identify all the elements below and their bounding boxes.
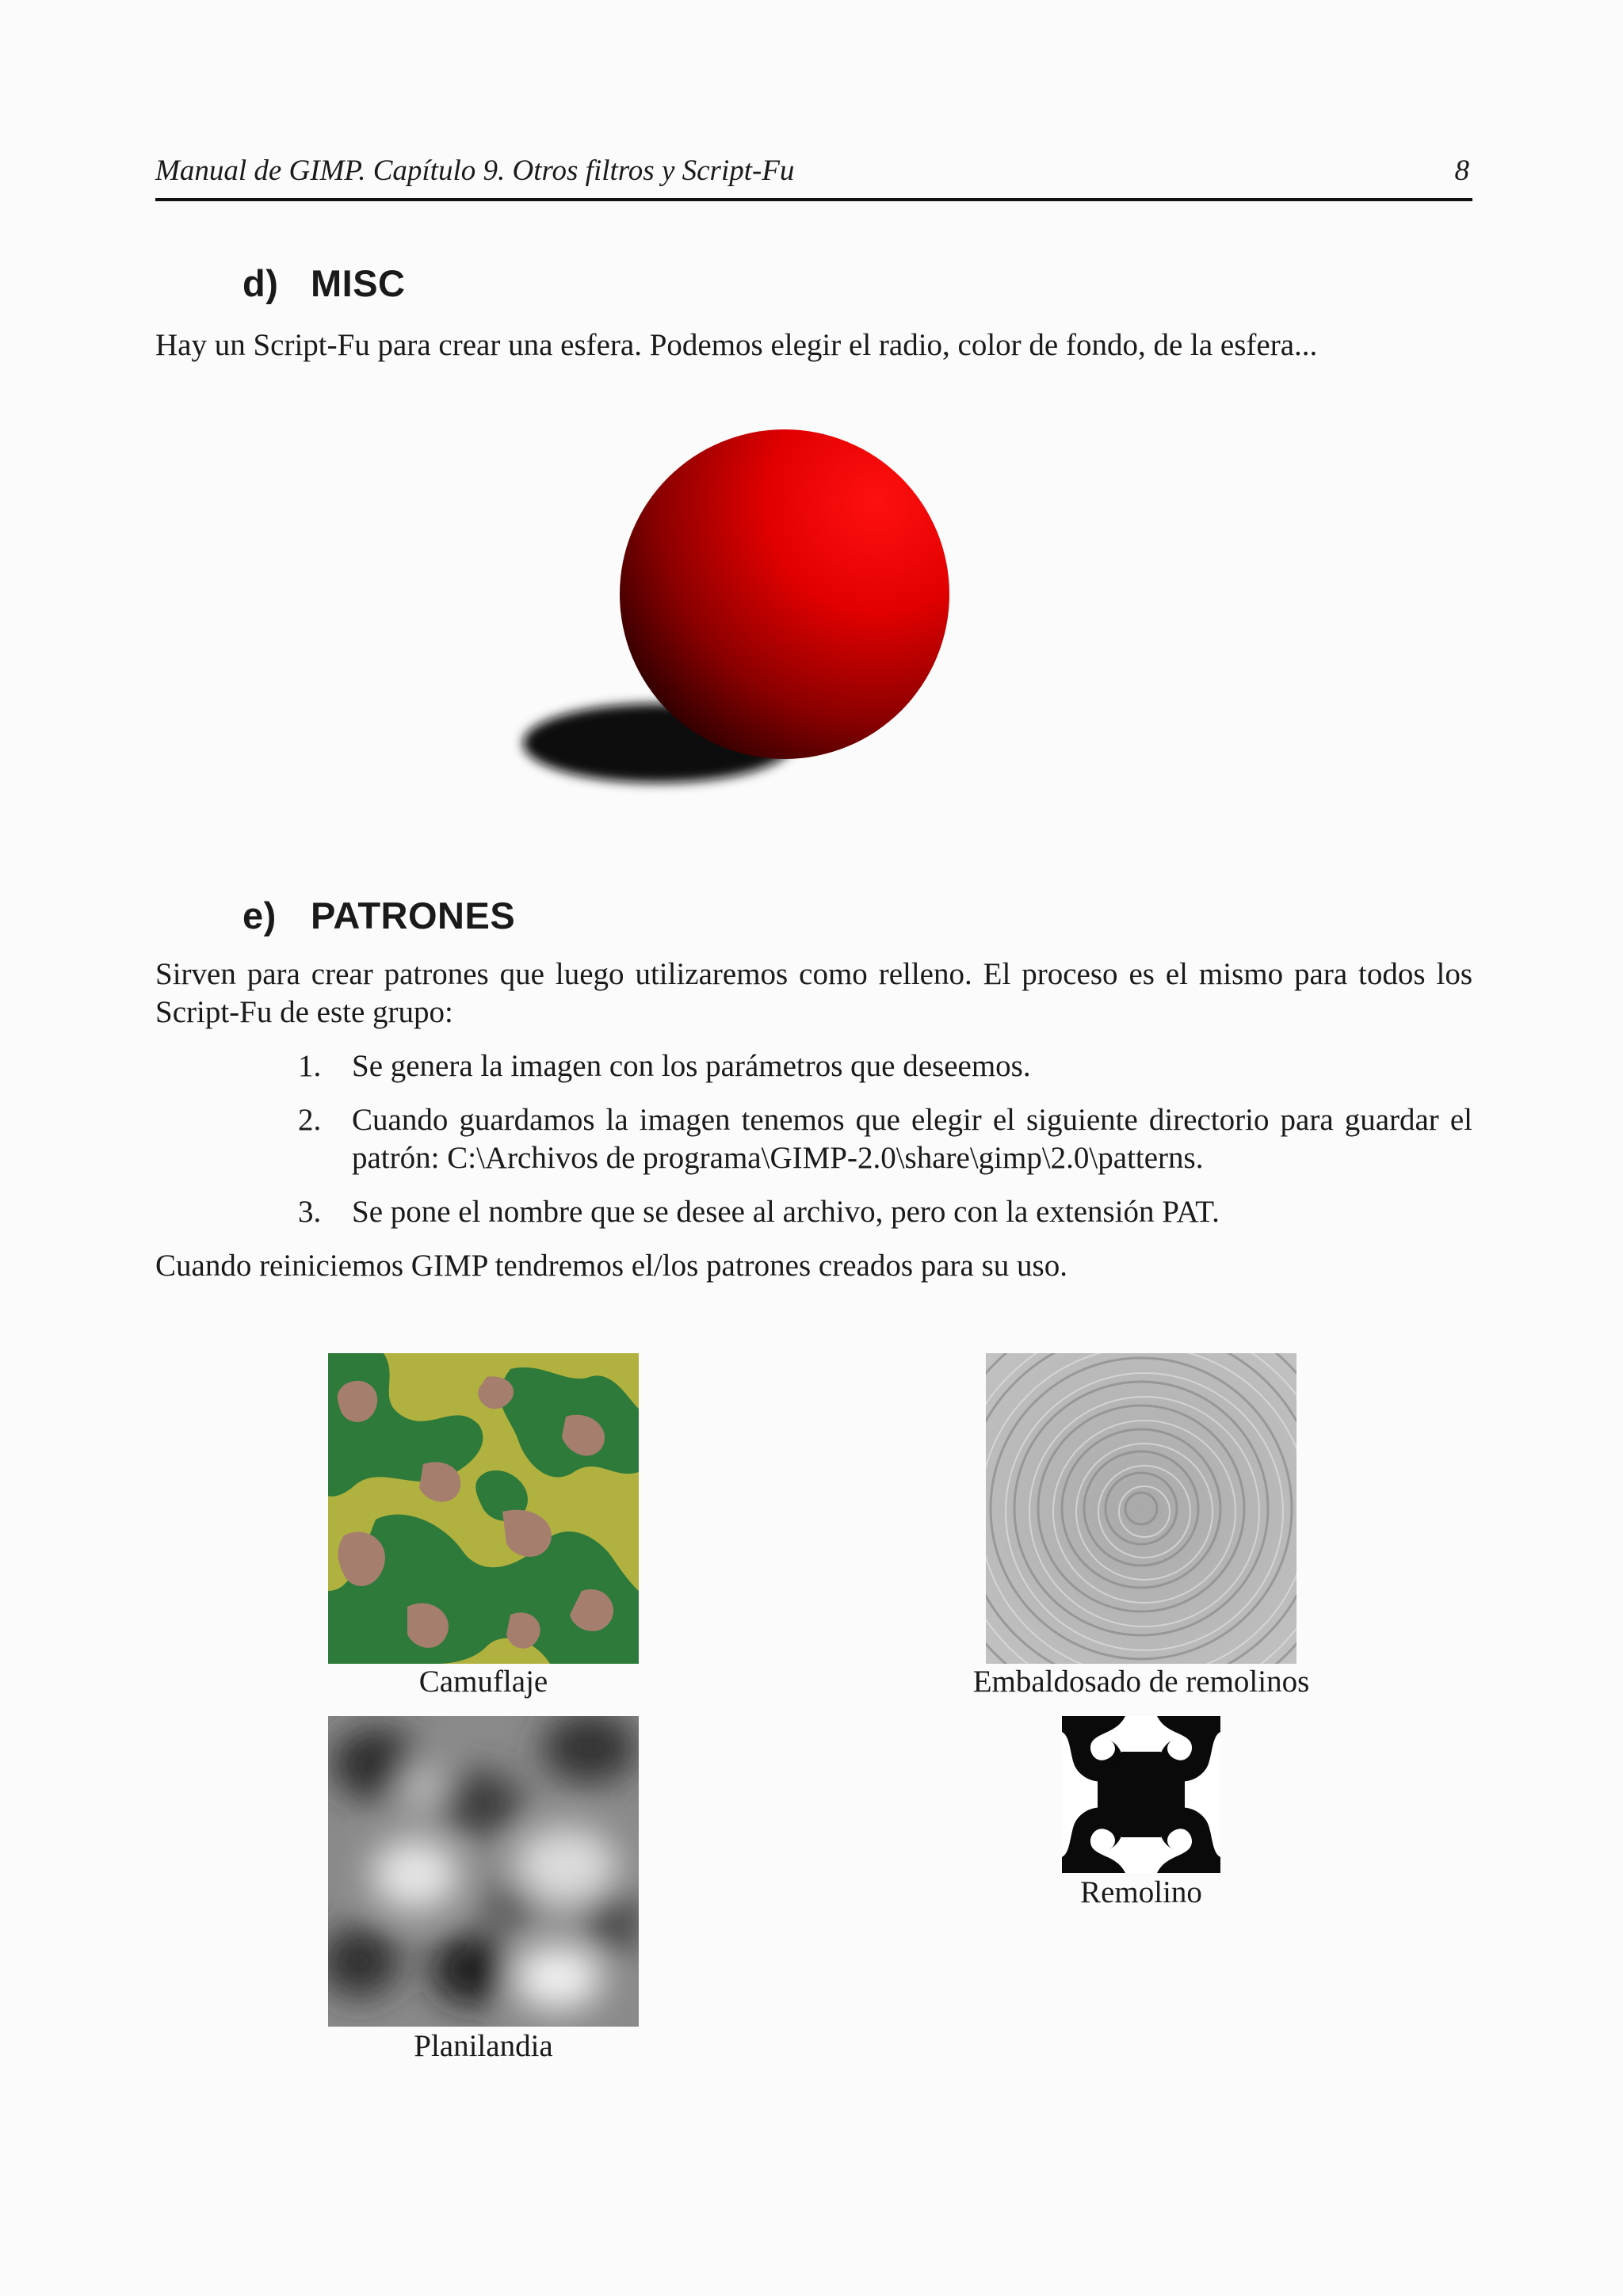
section-title: PATRONES	[311, 894, 516, 936]
section-label: e)	[242, 894, 277, 936]
remolino-pattern-image	[1062, 1716, 1220, 1873]
section-title: MISC	[311, 262, 406, 304]
list-text: Se pone el nombre que se desee al archivo, pero con la extensión PAT.	[352, 1195, 1220, 1229]
section-heading-patrones	[242, 894, 515, 937]
misc-paragraph: Hay un Script-Fu para crear una esfera. Podemos elegir el radio, color de fondo, de la esfera...	[155, 328, 1318, 362]
section-heading-misc	[242, 261, 406, 305]
caption-remolino: Remolino	[1080, 1875, 1202, 1909]
list-text: Se genera la imagen con los parámetros que deseemos.	[352, 1049, 1031, 1083]
sphere-figure	[475, 428, 967, 800]
camuflaje-pattern-image	[328, 1353, 639, 1664]
list-item	[298, 1047, 1472, 1085]
caption-planilandia: Planilandia	[414, 2029, 553, 2063]
sphere	[620, 429, 949, 759]
list-number: 3.	[298, 1195, 322, 1229]
list-text: Cuando guardamos la imagen tenemos que elegir el siguiente directorio para guardar el patrón: C:\Archivos de programa\GIMP-2.0\share\gimp\2.0\patterns.	[352, 1103, 1472, 1175]
list-item	[298, 1101, 1472, 1177]
caption-camuflaje: Camuflaje	[418, 1665, 548, 1699]
list-item	[298, 1193, 1472, 1231]
header-title: Manual de GIMP. Capítulo 9. Otros filtros y Script-Fu	[155, 154, 795, 187]
caption-embaldosado: Embaldosado de remolinos	[972, 1665, 1310, 1699]
patrones-paragraph: Sirven para crear patrones que luego utilizaremos como relleno. El proceso es el mismo para todos los Script-Fu de este grupo:	[155, 957, 1472, 1029]
list-number: 1.	[298, 1049, 322, 1083]
list-number: 2.	[298, 1103, 322, 1137]
planilandia-pattern-image	[328, 1716, 639, 2027]
page-header	[155, 151, 1472, 201]
page-number: 8	[1454, 154, 1469, 187]
embaldosado-pattern-image	[986, 1353, 1296, 1664]
closing-paragraph: Cuando reiniciemos GIMP tendremos el/los patrones creados para su uso.	[155, 1249, 1067, 1283]
section-label: d)	[242, 262, 279, 304]
